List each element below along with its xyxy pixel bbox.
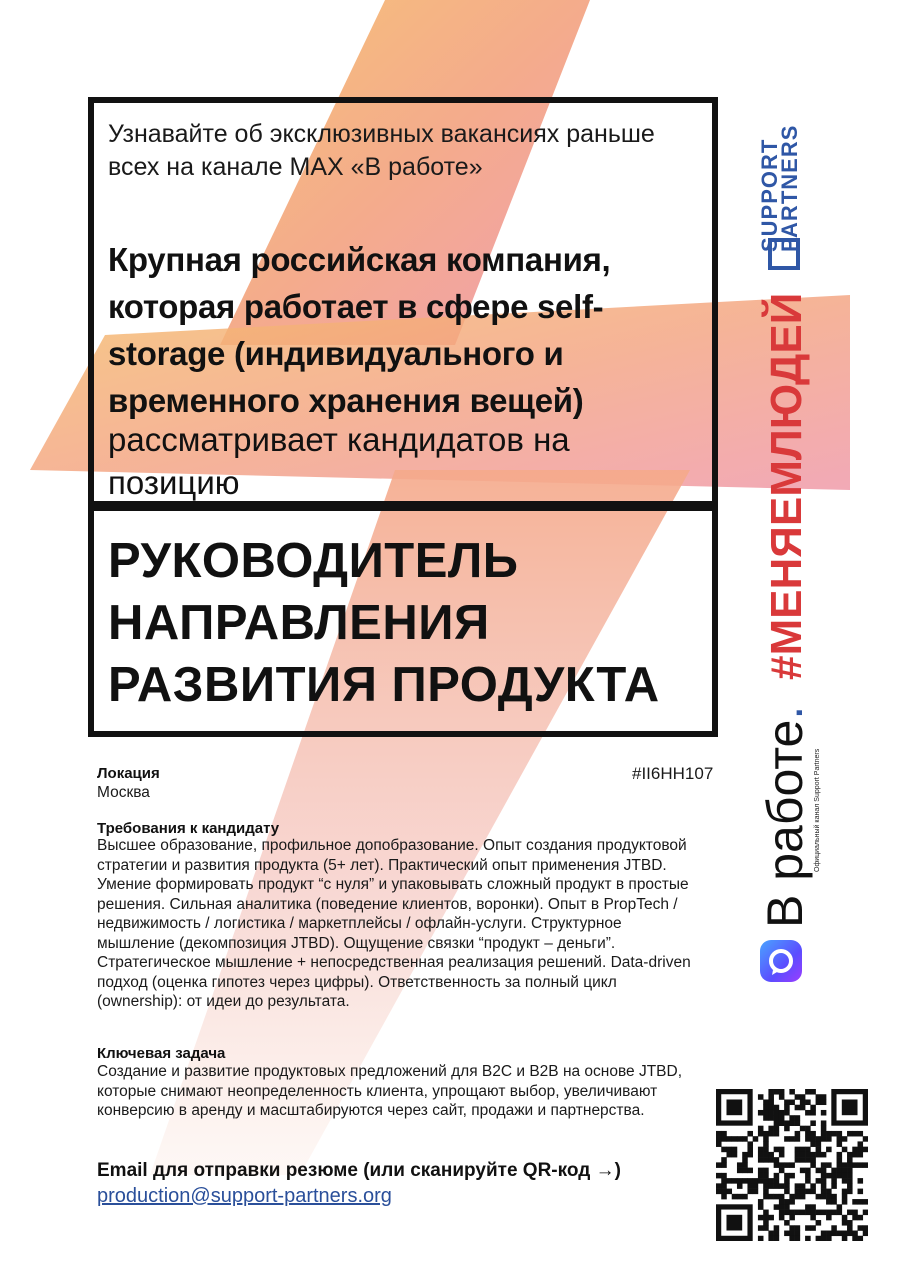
company-description: Крупная российская компания, которая работает в сфере self-storage (индивидуального и временного хранения вещей) (108, 241, 611, 419)
channel-subtitle: Официальный канал Support Partners (814, 748, 821, 872)
hashtag: #МЕНЯЕМЛЮДЕЙ (762, 292, 811, 680)
channel-dot: . (757, 705, 813, 720)
position-title: РУКОВОДИТЕЛЬ НАПРАВЛЕНИЯ РАЗВИТИЯ ПРОДУКТА (108, 534, 660, 712)
vacancy-code: #II6HH107 (632, 764, 714, 783)
email-label: Email для отправки резюме (или сканируйте QR-код →) (97, 1160, 621, 1181)
location-title: Локация (97, 765, 160, 782)
considers-text: рассматривает кандидатов на позицию (108, 421, 570, 501)
sp-square-icon (768, 238, 800, 270)
qr-code-icon[interactable] (716, 1089, 868, 1241)
email-link[interactable]: production@support-partners.org (97, 1185, 392, 1207)
requirements-text: Высшее образование, профильное допобразование. Опыт создания продуктовой стратегии и развития продукта (5+ лет). Практический опыт применения JTBD. Умение формировать продукт “с нуля” и упаковывать сложный продукт в простые решения. Сильная аналитика (поведение клиентов, воронки). Опыт в PropTech / недвижимость / логистика / маркетплейсы / офлайн-услуги. Структурное мышление (декомпозиция JTBD). Ощущение связки “продукт – деньги”. Стратегическое мышление + непосредственная реализация решений. Data-driven подход (оценка гипотез через цифры). Ответственность за полный цикл (ownership): от идеи до результата. (97, 837, 691, 1010)
sp-logo-line1: SUPPORT (757, 138, 782, 252)
support-partners-logo (757, 82, 802, 252)
sp-logo-line2: PARTNERS (777, 124, 802, 252)
max-messenger-icon (760, 940, 802, 982)
key-task-text: Создание и развитие продуктовых предложений для B2C и B2B на основе JTBD, которые снимают неопределенность клиента, упрощают выбор, увеличивают конверсию в аренду и масштабируются через сайт, продажи и партнерства. (97, 1063, 683, 1119)
key-task-title: Ключевая задача (97, 1045, 226, 1062)
location-value: Москва (97, 784, 150, 801)
requirements-title: Требования к кандидату (97, 820, 280, 837)
channel-logo (757, 705, 813, 928)
channel-promo-text: Узнавайте об эксклюзивных вакансиях раньше всех на канале MAX «В работе» (108, 120, 655, 181)
channel-name: В работе (757, 719, 813, 928)
